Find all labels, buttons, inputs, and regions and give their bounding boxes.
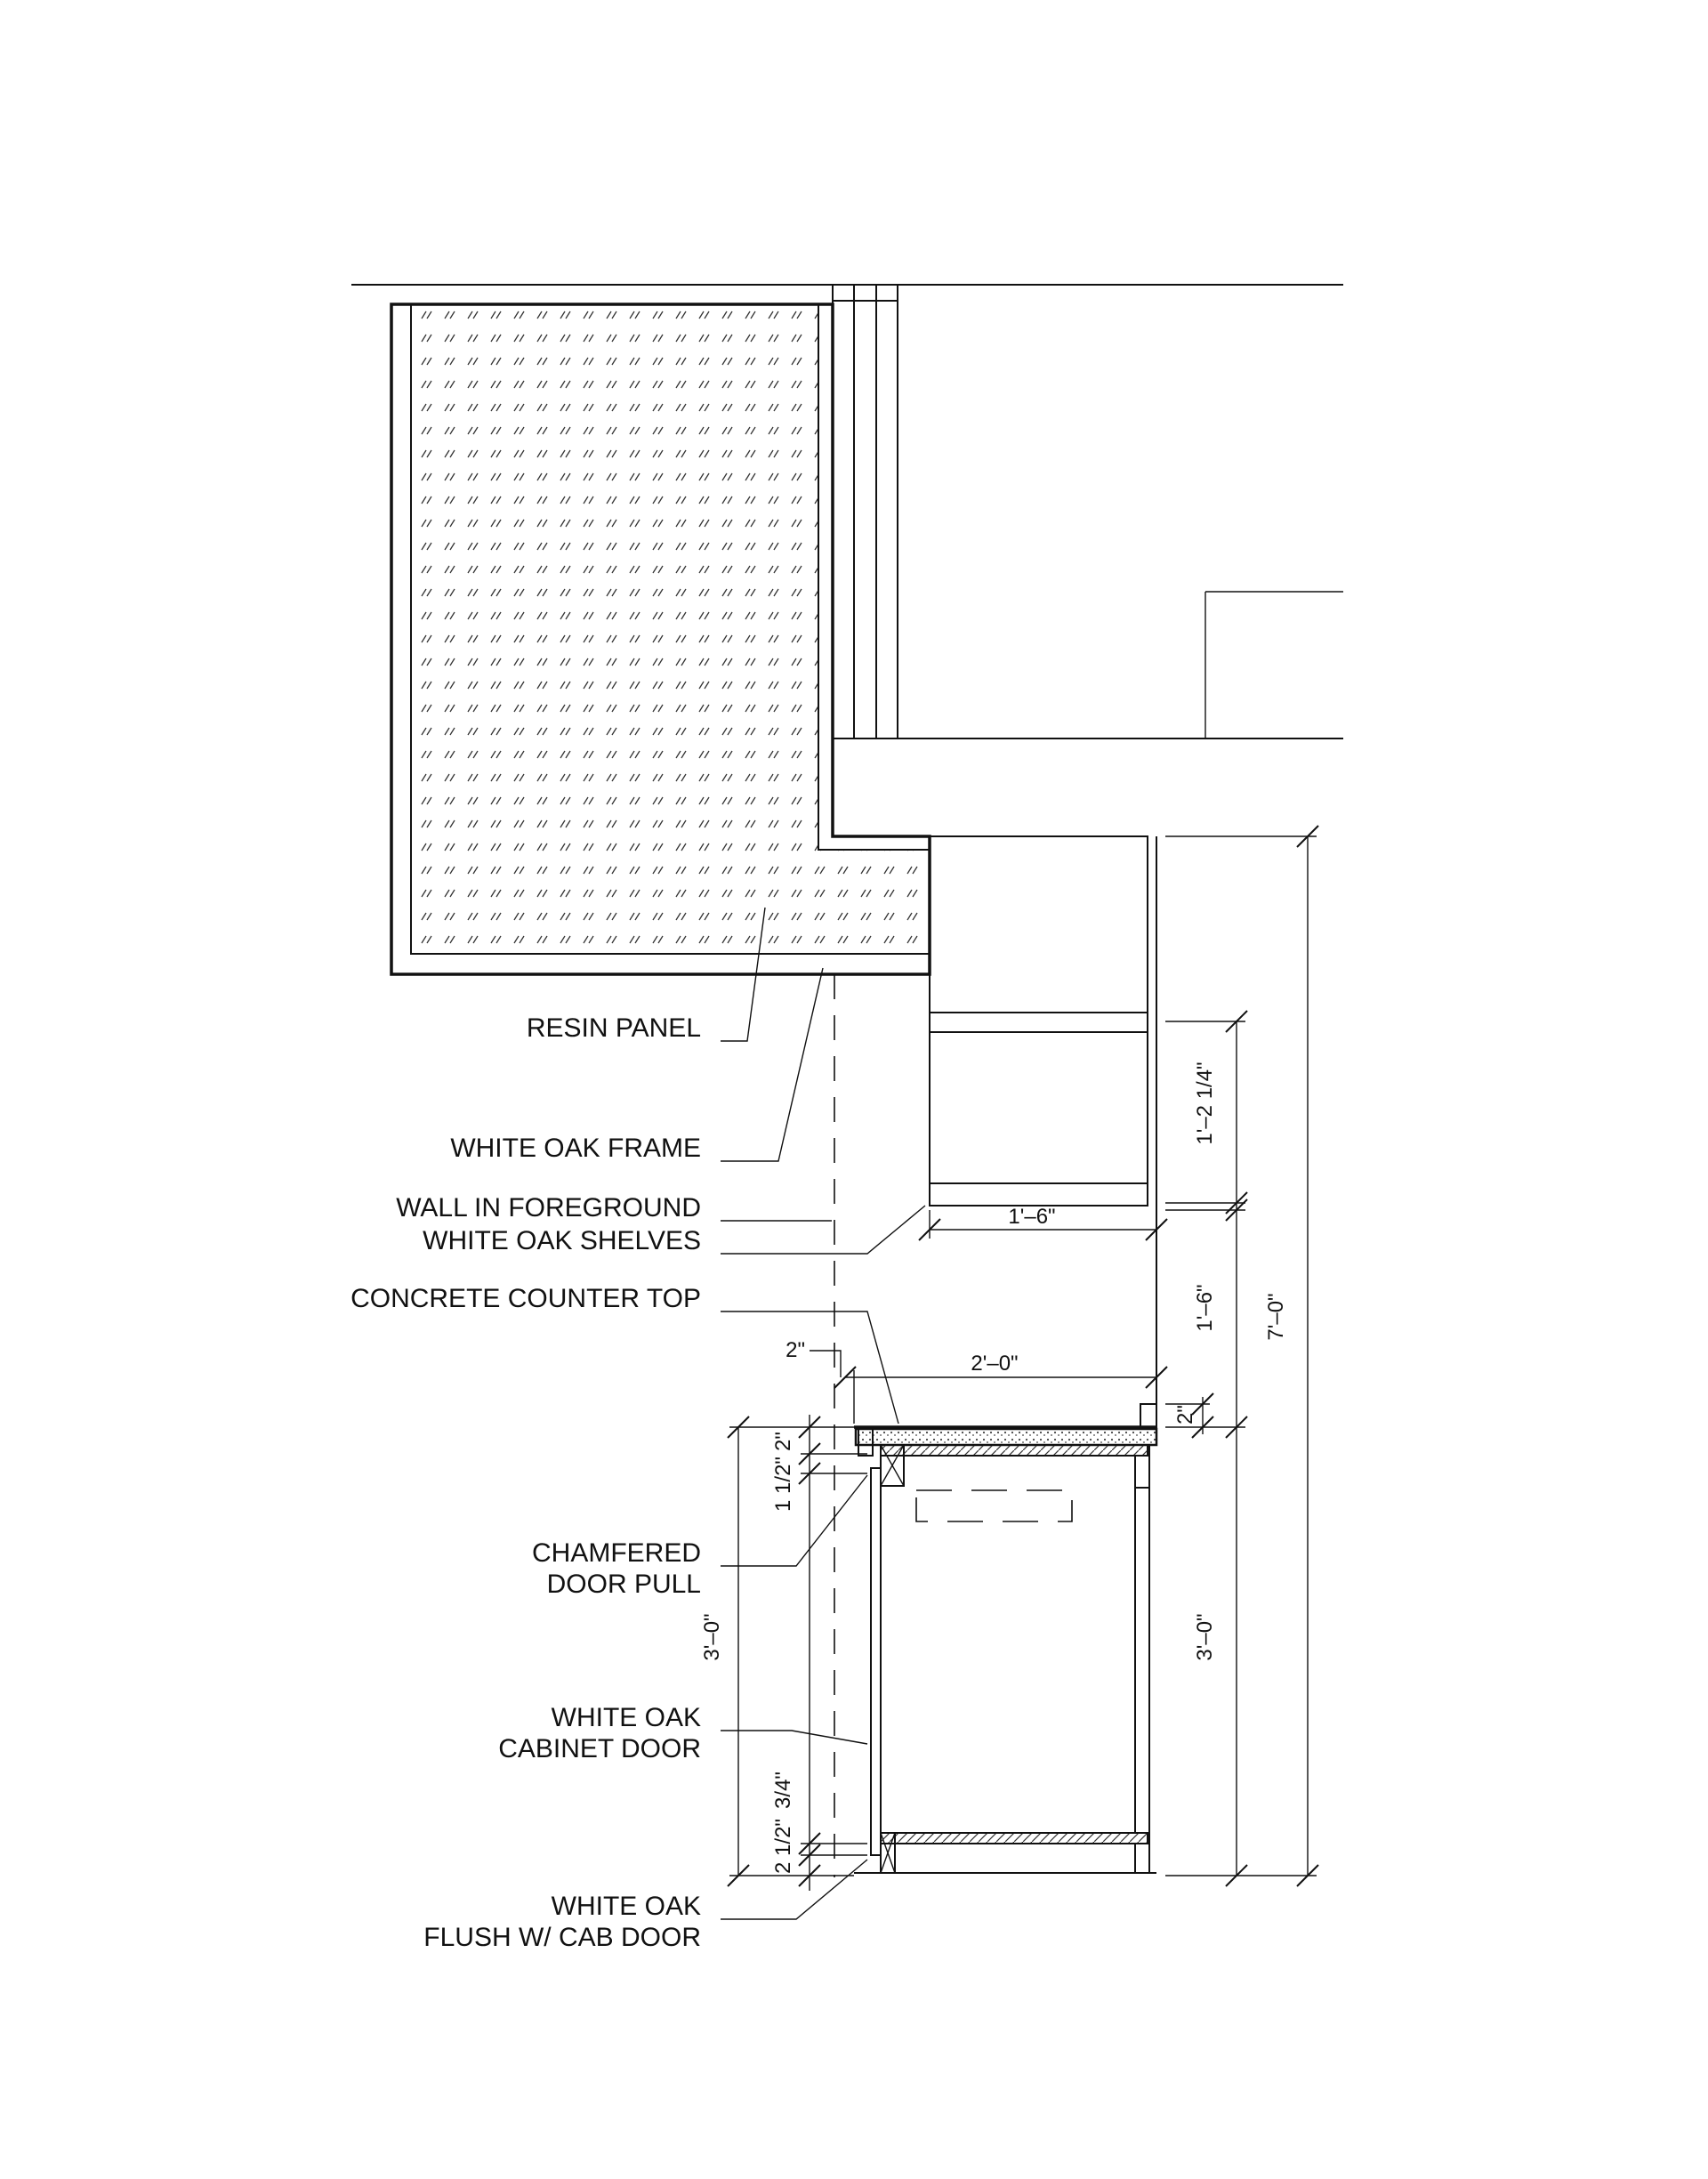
label-concrete-counter-top: CONCRETE COUNTER TOP <box>350 1284 701 1313</box>
leader-concrete-counter <box>721 1311 898 1424</box>
toe-kick-block-right <box>1135 1844 1149 1873</box>
counter-right-return <box>1140 1404 1156 1429</box>
dim-text-left-counter-thickness: 2" <box>771 1432 795 1451</box>
dim-text-shelf-depth: 1'–6" <box>1008 1205 1056 1229</box>
dim-text-door-pull-height: 1 1/2" <box>771 1457 795 1512</box>
dim-text-counter-overhang: 2" <box>786 1338 805 1362</box>
drawer-outline <box>916 1490 1072 1521</box>
dim-text-upper-height: 1'–6" <box>1193 1284 1217 1332</box>
leader-white-oak-shelves <box>721 1206 925 1254</box>
label-white-oak-flush: WHITE OAK <box>551 1892 701 1921</box>
concrete-counter-top <box>856 1429 1156 1445</box>
dim-text-overall-height: 7'–0" <box>1264 1293 1288 1341</box>
label-white-oak-shelves: WHITE OAK SHELVES <box>423 1226 701 1255</box>
cabinet-top-panel <box>881 1445 1148 1456</box>
upper-shelf <box>930 1013 1148 1032</box>
leader-cabinet-door <box>721 1731 867 1744</box>
dim-overhang-leader <box>810 1351 841 1377</box>
label-chamfered: CHAMFERED <box>531 1538 701 1568</box>
white-oak-cabinet-door <box>871 1468 881 1855</box>
dim-text-left-cabinet: 3'–0" <box>700 1613 724 1661</box>
shelf-unit-outline <box>930 836 1148 1206</box>
label-door-pull: DOOR PULL <box>546 1570 701 1599</box>
label-white-oak-frame: WHITE OAK FRAME <box>450 1134 701 1163</box>
soffit-post-right <box>876 285 898 738</box>
lower-shelf <box>930 1183 1148 1206</box>
label-white-oak-cabinet: WHITE OAK <box>551 1703 701 1732</box>
dim-text-shelf-spacing: 1'–2 1/4" <box>1193 1061 1217 1145</box>
dim-text-toe-height: 2 1/2" <box>771 1819 795 1874</box>
cabinet-bottom-panel <box>881 1833 1148 1844</box>
dim-text-toe-reveal: 3/4" <box>771 1771 795 1809</box>
label-resin-panel: RESIN PANEL <box>526 1013 701 1043</box>
dim-text-counter-thickness-right: 2" <box>1173 1405 1197 1424</box>
label-wall-in-foreground: WALL IN FOREGROUND <box>396 1193 701 1223</box>
resin-panel <box>411 304 930 954</box>
dimension-ticks <box>728 826 1318 1886</box>
cabinet-right-block <box>1135 1456 1149 1488</box>
dim-text-right-cabinet: 3'–0" <box>1193 1613 1217 1661</box>
label-flush-cab-door: FLUSH W/ CAB DOOR <box>423 1923 701 1952</box>
leader-white-oak-frame <box>721 968 823 1161</box>
label-cabinet-door: CABINET DOOR <box>498 1734 701 1763</box>
soffit-post-left <box>833 285 854 738</box>
dim-text-counter-depth: 2'–0" <box>971 1352 1019 1376</box>
